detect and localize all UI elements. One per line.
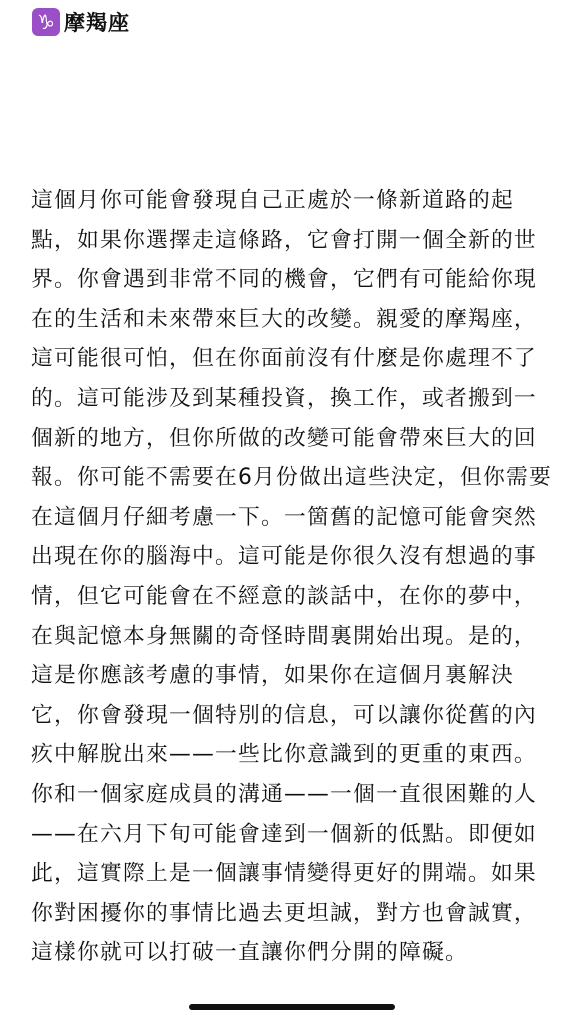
header [32, 7, 130, 37]
home-indicator[interactable] [189, 1004, 395, 1010]
capricorn-icon: ♑ [32, 8, 60, 36]
page-title: 摩羯座 [64, 11, 130, 35]
horoscope-text: 這個月你可能會發現自己正處於一條新道路的起點，如果你選擇走這條路，它會打開一個全新的世界。你會遇到非常不同的機會，它們有可能給你現在的生活和未來帶來巨大的改變。親愛的摩羯座，這可能很可怕，但在你面前沒有什麼是你處理不了的。這可能涉及到某種投資，換工作，或者搬到一個新的地方，但你所做的改變可能會帶來巨大的回報。你可能不需要在6月份做出這些決定，但你需要在這個月仔細考慮一下。一箇舊的記憶可能會突然出現在你的腦海中。這可能是你很久沒有想過的事情，但它可能會在不經意的談話中，在你的夢中，在與記憶本身無關的奇怪時間裏開始出現。是的，這是你應該考慮的事情，如果你在這個月裏解決它，你會發現一個特別的信息，可以讓你從舊的內疚中解脫出來——一些比你意識到的更重的東西。你和一個家庭成員的溝通——一個一直很困難的人——在六月下旬可能會達到一個新的低點。即便如此，這實際上是一個讓事情變得更好的開端。如果你對困擾你的事情比過去更坦誠，對方也會誠實，這樣你就可以打破一直讓你們分開的障礙。 [31, 188, 553, 966]
